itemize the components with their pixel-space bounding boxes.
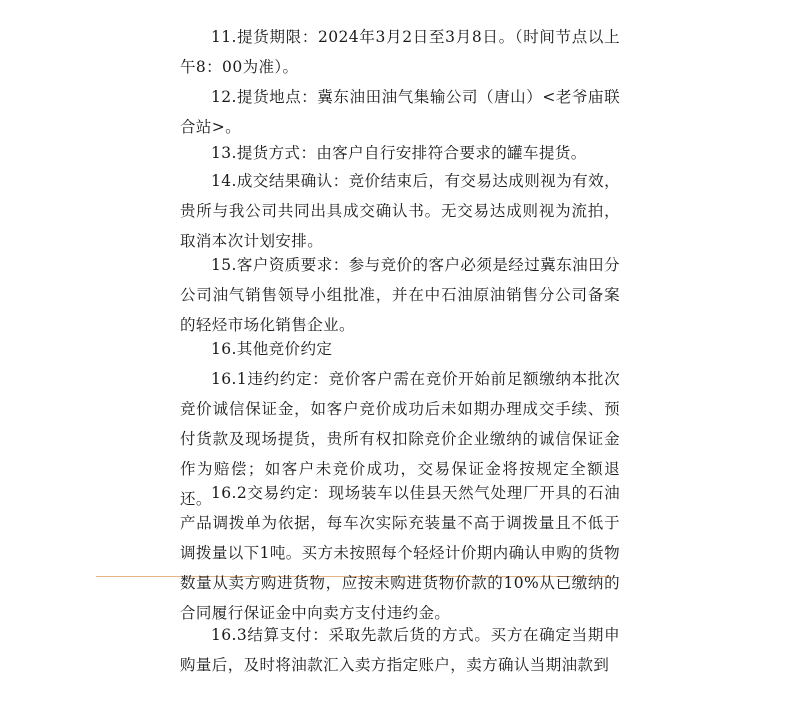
clause-11-pickup-period: 11.提货期限：2024年3月2日至3月8日。（时间节点以上午8：00为准）。 [180,28,620,76]
clause-14-result-confirmation: 14.成交结果确认：竞价结束后，有交易达成则视为有效，贵所与我公司共同出具成交确认书。无交易达成则视为流拍，取消本次计划安排。 [180,172,620,250]
clause-16-2-transaction: 16.2交易约定：现场装车以佳县天然气处理厂开具的石油产品调拨单为依据，每车次实际充装量不高于调拨量且不低于调拨量以下1吨。买方未按照每个轻烃计价期内确认申购的货物数量从卖方购进货物，应按未购进货物价款的10%从已缴纳的合同履行保证金中向卖方支付违约金。 [180,484,620,622]
clause-12-pickup-location: 12.提货地点：冀东油田油气集输公司（唐山）<老爷庙联合站>。 [180,88,620,136]
clause-16-heading: 16.其他竞价约定 [211,340,333,358]
clause-13-pickup-method: 13.提货方式：由客户自行安排符合要求的罐车提货。 [211,144,587,162]
clause-15-customer-qualification: 15.客户资质要求：参与竞价的客户必须是经过冀东油田分公司油气销售领导小组批准，并在中石油原油销售分公司备案的轻烃市场化销售企业。 [180,256,620,334]
clause-16-1-breach: 16.1违约约定：竞价客户需在竞价开始前足额缴纳本批次竞价诚信保证金，如客户竞价成功后未如期办理成交手续、预付货款及现场提货，贵所有权扣除竞价企业缴纳的诚信保证金作为赔偿；如客户未竞价成功，交易保证金将按规定全额退还。 [180,370,620,508]
clause-16-3-settlement: 16.3结算支付：采取先款后货的方式。买方在确定当期申购量后，及时将油款汇入卖方指定账户，卖方确认当期油款到 [180,626,620,674]
